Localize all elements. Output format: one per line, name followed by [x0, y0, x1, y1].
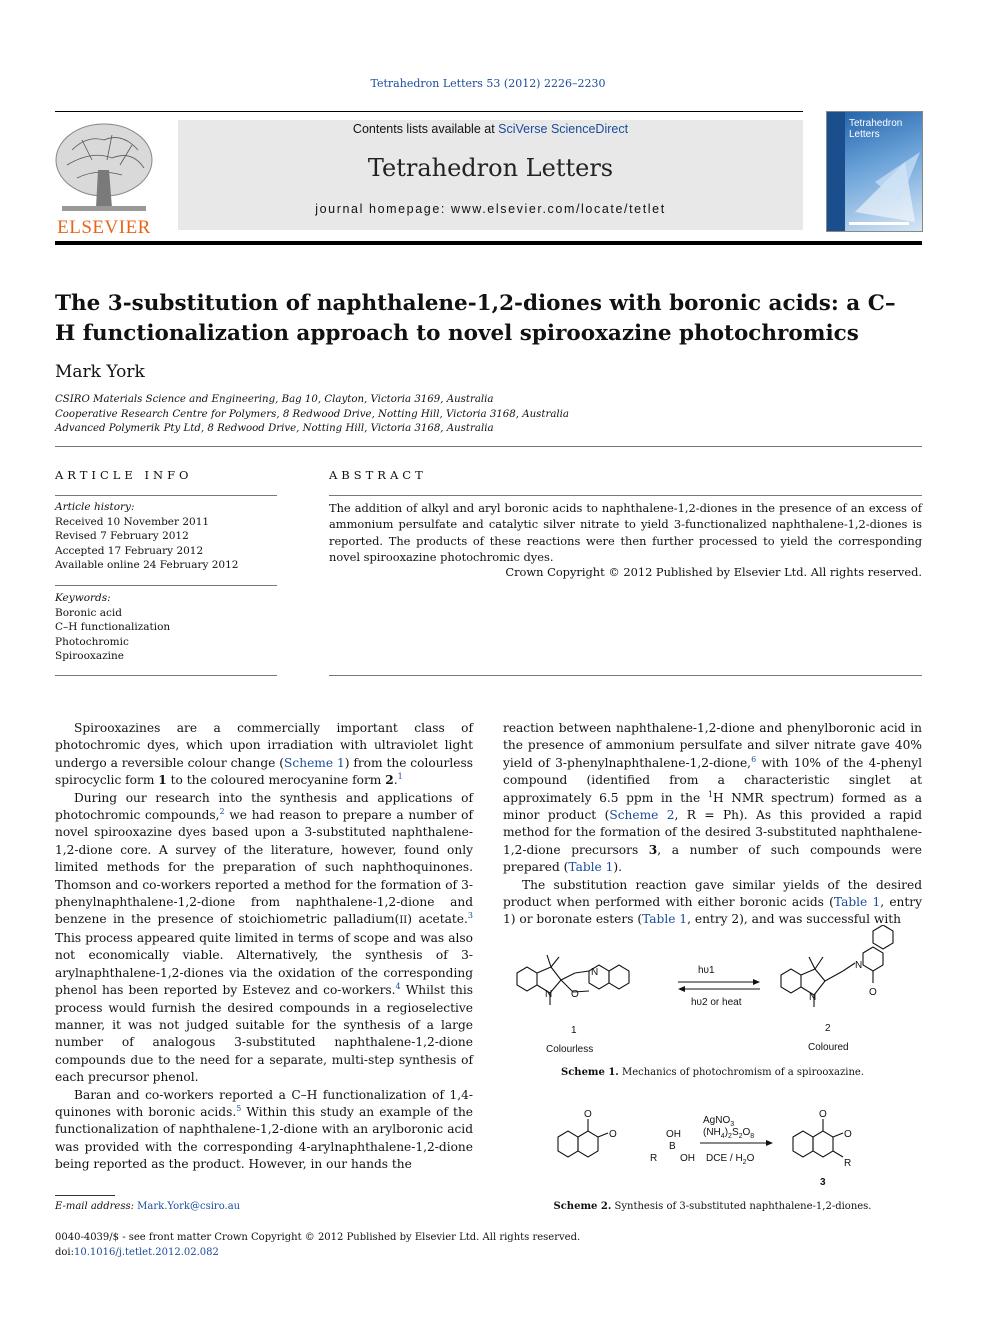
elsevier-logo	[52, 120, 156, 238]
scheme-1-caption	[503, 1067, 922, 1078]
caption-text: Mechanics of photochromism of a spirooxazine.	[621, 1067, 865, 1078]
scheme-1-link[interactable]: Scheme 1	[284, 755, 345, 770]
divider	[55, 675, 277, 676]
atom-label: N	[545, 989, 553, 1000]
divider	[55, 495, 277, 496]
body-column-right	[503, 720, 922, 929]
scheme-2-figure	[503, 1105, 922, 1193]
compound-number: 3	[820, 1177, 826, 1188]
scheme-1-figure	[503, 925, 922, 1065]
atom-label: O	[609, 1129, 617, 1140]
compound-number: 2	[825, 1023, 831, 1034]
arrowhead-icon	[753, 979, 760, 985]
issn-line: 0040-4039/$ - see front matter Crown Copyright © 2012 Published by Elsevier Ltd. All rights reserved.	[55, 1232, 581, 1243]
atom-label: O	[844, 1129, 852, 1140]
atom-label: O	[584, 1109, 592, 1120]
atom-label: O	[571, 989, 579, 1000]
divider	[55, 446, 922, 447]
scheme-2-link[interactable]: Scheme 2	[609, 808, 675, 823]
doi-link[interactable]: 10.1016/j.tetlet.2012.02.082	[74, 1246, 219, 1258]
atom-label: N	[591, 967, 599, 978]
atom-label: O	[819, 1109, 827, 1120]
abstract-heading: ABSTRACT	[329, 468, 427, 482]
journal-reference[interactable]: Tetrahedron Letters 53 (2012) 2226–2230	[370, 77, 606, 90]
table-1-link[interactable]: Table 1	[568, 860, 614, 875]
keyword: Boronic acid	[55, 606, 122, 619]
history-item: Available online 24 February 2012	[55, 559, 239, 571]
paragraph: Spirooxazines are a commercially important class of photochromic dyes, which upon irradiation with ultraviolet light undergo a reversible colour change (Scheme 1) from the colourless spirocyclic form 1 to the coloured merocyanine form 2.$^1$	[55, 721, 473, 788]
paragraph: reaction between naphthalene-1,2-dione and phenylboronic acid in the presence of ammonium persulfate and silver nitrate gave 40% yield of 3-phenylnaphthalene-1,2-dione,$^6$ with 10% of the 4-phenyl compound (identified from a characteristic singlet at approximately 6.5 ppm in the $^1$H NMR spectrum) formed as a minor product (Scheme 2, R = Ph). As this provided a rapid method for the formation of the desired 3-substituted naphthalene-1,2-dione precursors 3, a number of such compounds were prepared (Table 1).	[503, 721, 922, 875]
affiliation: Cooperative Research Centre for Polymers, 8 Redwood Drive, Notting Hill, Victoria 3168, Australia	[55, 408, 569, 420]
atom-label: OH	[666, 1129, 681, 1140]
keywords-label: Keywords:	[55, 592, 111, 604]
caption-text: Synthesis of 3-substituted naphthalene-1,2-diones.	[614, 1201, 872, 1212]
atom-label: R	[650, 1153, 658, 1164]
atom-label: N	[855, 960, 863, 971]
atom-label: B	[669, 1141, 676, 1152]
article-history	[55, 500, 277, 573]
article-info-heading: ARTICLE INFO	[55, 468, 193, 482]
journal-homepage[interactable]: journal homepage: www.elsevier.com/locate/tetlet	[315, 202, 666, 216]
history-item: Accepted 17 February 2012	[55, 544, 204, 557]
reagent-1: AgNO$_3$	[703, 1115, 735, 1128]
masthead-band	[178, 120, 803, 230]
doi-line: doi:10.1016/j.tetlet.2012.02.082	[55, 1246, 219, 1258]
caption-label: Scheme 2.	[553, 1201, 612, 1212]
divider	[329, 675, 922, 676]
keyword: Photochromic	[55, 635, 129, 648]
cover-spine	[827, 112, 845, 231]
product-structure	[793, 1119, 843, 1157]
sciencedirect-link[interactable]: SciVerse ScienceDirect	[498, 122, 629, 136]
publisher-name: ELSEVIER	[57, 217, 151, 238]
arrowhead-icon	[678, 986, 685, 992]
cover-art-icon	[845, 142, 922, 231]
affiliations	[55, 393, 569, 437]
table-1-link[interactable]: Table 1	[642, 912, 688, 927]
history-item: Received 10 November 2011	[55, 515, 210, 528]
email-footnote	[55, 1201, 240, 1212]
email-link[interactable]: Mark.York@csiro.au	[137, 1201, 241, 1212]
affiliation: CSIRO Materials Science and Engineering, Bag 10, Clayton, Victoria 3169, Australia	[55, 394, 494, 405]
paragraph: Baran and co-workers reported a C–H functionalization of 1,4-quinones with boronic acids.$^5$ Within this study an example of the functionalization of naphthalene-1,2-dione with an arylboronic acid was provided with the corresponding 4-arylnaphthalene-1,2-dione being reported as the product. However, in our hands the	[55, 1087, 474, 1172]
arrow-label-bottom: hυ2 or heat	[691, 997, 742, 1008]
table-1-link[interactable]: Table 1	[833, 895, 881, 910]
history-item: Revised 7 February 2012	[55, 530, 189, 542]
solvent: DCE / $H_2O$	[706, 1153, 755, 1166]
arrow-label-top: hυ1	[698, 965, 715, 976]
cover-title: Tetrahedron Letters	[849, 118, 903, 140]
top-rule	[55, 111, 803, 112]
keyword: Spirooxazine	[55, 650, 124, 662]
compound-label: Colourless	[546, 1044, 594, 1055]
contents-prefix: Contents lists available at	[352, 122, 499, 136]
naphthalenedione-structure	[558, 1119, 608, 1157]
email-label: E-mail address:	[55, 1201, 134, 1212]
tree-icon	[52, 120, 156, 215]
caption-label: Scheme 1.	[560, 1067, 619, 1078]
journal-cover	[826, 111, 923, 232]
atom-label: OH	[680, 1153, 695, 1164]
paragraph: The substitution reaction gave similar yields of the desired product when performed with either boronic acids (Table 1, entry 1) or boronate esters (Table 1, entry 2), and was successful with	[503, 877, 922, 927]
reagent-2: $(NH_4)_2S_2O_8$	[703, 1127, 755, 1140]
atom-label: R	[844, 1158, 852, 1169]
atom-label: O	[869, 987, 877, 998]
body-column-left	[55, 720, 473, 1174]
author-name: Mark York	[55, 362, 145, 382]
article-title: The 3-substitution of naphthalene-1,2-diones with boronic acids: a C–H functionalization approach to novel spirooxazine photochromics	[55, 291, 896, 346]
compound-label: Coloured	[808, 1042, 849, 1053]
divider	[329, 495, 922, 496]
divider	[55, 585, 277, 586]
abstract-copyright: Crown Copyright © 2012 Published by Elsevier Ltd. All rights reserved.	[505, 565, 922, 579]
masthead-rule	[55, 241, 922, 245]
contents-line	[178, 122, 803, 136]
scheme-2-caption	[503, 1201, 922, 1212]
footer	[55, 1231, 580, 1260]
keyword: C–H functionalization	[55, 621, 171, 633]
keywords	[55, 591, 277, 664]
history-label: Article history:	[55, 501, 135, 513]
journal-title: Tetrahedron Letters	[367, 154, 614, 182]
compound-number: 1	[571, 1025, 577, 1036]
abstract-text: The addition of alkyl and aryl boronic acids to naphthalene-1,2-diones in the presence of an excess of ammonium persulfate and catalytic silver nitrate to yield 3-functionalized naphthalene-1,2-diones is reported. The products of these reactions were then further processed to yield the corresponding novel spirooxazine photochromic dyes.	[329, 501, 922, 564]
atom-label: N	[809, 992, 817, 1003]
arrowhead-icon	[766, 1140, 773, 1146]
paragraph: During our research into the synthesis and applications of photochromic compounds,$^2$ we had reason to prepare a number of novel spirooxazine dyes based upon a 3-substituted naphthalene-1,2-dione core. A survey of the literature, however, found only limited methods for the preparation of such naphthoquinones. Thomson and co-workers reported a method for the formation of 3-phenylnaphthalene-1,2-dione from naphthalene-1,2-dione and benzene in the presence of stoichiometric palladium(II) acetate.$^3$ This process appeared quite limited in terms of scope and was also not economically viable. Alternatively, the synthesis of 3-arylnaphthalene-1,2-diones via the oxidation of the corresponding phenol has been reported by Estevez and co-workers.$^4$ Whilst this process would furnish the desired compounds in a regioselective manner, it was not judged suitable for the synthesis of a large number of analogous 3-substituted naphthalene-1,2-dione compounds due to the need for a separate, multi-step synthesis of each precursor phenol.	[55, 790, 473, 1085]
affiliation: Advanced Polymerik Pty Ltd, 8 Redwood Drive, Notting Hill, Victoria 3168, Australia	[55, 423, 494, 434]
footnote-rule	[55, 1195, 115, 1196]
